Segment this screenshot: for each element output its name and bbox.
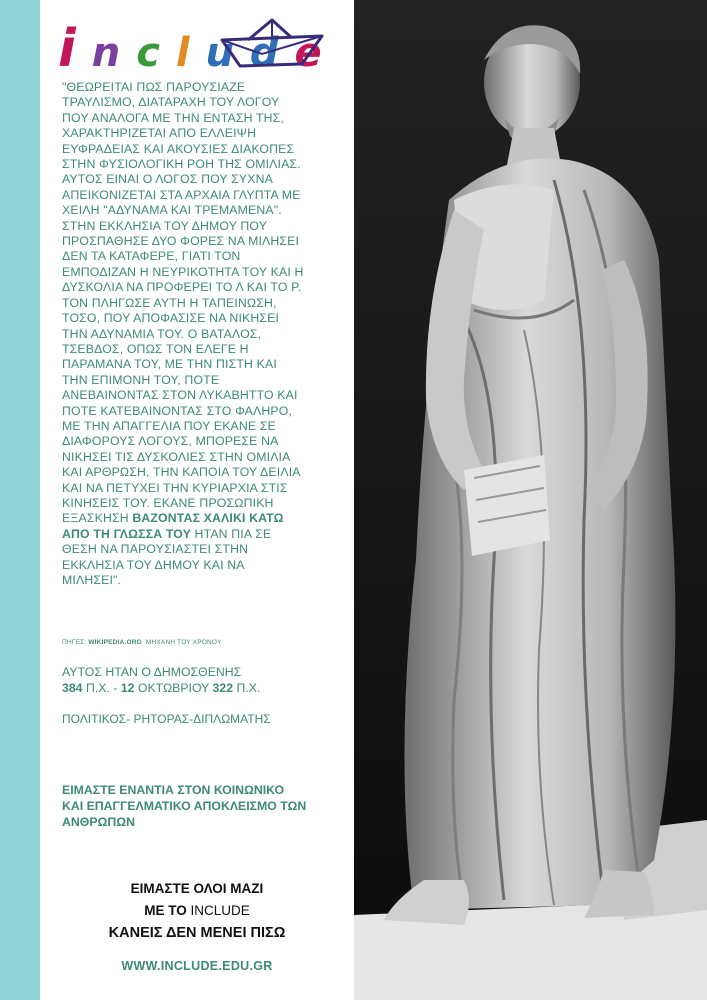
text-line: ΑΠΕΙΚΟΝΙΖΕΤΑΙ ΣΤΑ ΑΡΧΑΙΑ ΓΛΥΠΤΑ ΜΕ xyxy=(62,187,301,202)
text-line: ΕΥΦΡΑΔΕΙΑΣ ΚΑΙ ΑΚΟΥΣΙΕΣ ΔΙΑΚΟΠΕΣ xyxy=(62,141,295,156)
website-link[interactable]: WWW.INCLUDE.EDU.GR xyxy=(121,959,273,973)
dates-line xyxy=(62,680,352,696)
death-month: ΟΚΤΩΒΡΙΟΥ xyxy=(134,681,213,695)
text-line: ΚΑΙ ΑΡΘΡΩΣΗ, ΤΗΝ ΚΑΠΟΙΑ ΤΟΥ ΔΕΙΛΙΑ xyxy=(62,465,301,480)
text-line: ΘΕΣΗ ΝΑ ΠΑΡΟΥΣΙΑΣΤΕΙ ΣΤΗΝ xyxy=(62,542,249,557)
demosthenes-dates xyxy=(62,664,352,696)
text-line xyxy=(62,527,352,542)
text-line: ΜΕ ΤΗΝ ΑΠΑΓΓΕΛΙΑ ΠΟΥ ΕΚΑΝΕ ΣΕ xyxy=(62,418,276,433)
together-line: ΕΙΜΑΣΤΕ ΟΛΟΙ ΜΑΖΙ xyxy=(130,881,264,896)
together-brand: INCLUDE xyxy=(190,903,250,918)
logo-letter: d xyxy=(249,30,280,76)
together-line xyxy=(40,900,354,922)
source-other: ΜΗΧΑΝΗ ΤΟΥ ΧΡΟΝΟΥ xyxy=(145,639,222,646)
birth-year: 384 xyxy=(62,681,83,695)
text-line: ΔΕΝ ΤΑ ΚΑΤΑΦΕΡΕ, ΓΙΑΤΙ ΤΟΝ xyxy=(62,249,241,264)
text-line: ΣΤΗΝ ΦΥΣΙΟΛΟΓΙΚΗ ΡΟΗ ΤΗΣ ΟΜΙΛΙΑΣ. xyxy=(62,157,301,172)
text-line: ΣΤΗΝ ΕΚΚΛΗΣΙΑ ΤΟΥ ΔΗΜΟΥ ΠΟΥ xyxy=(62,218,268,233)
statue-illustration xyxy=(354,0,707,1000)
text-line: ΜΙΛΗΣΕΙ". xyxy=(62,573,122,587)
logo-letter: u xyxy=(205,30,235,76)
text-line: ΤΟΝ ΠΛΗΓΩΣΕ ΑΥΤΗ Η ΤΑΠΕΙΝΩΣΗ, xyxy=(62,295,277,310)
text-line: "ΘΕΩΡΕΙΤΑΙ ΠΩΣ ΠΑΡΟΥΣΙΑΖΕ xyxy=(62,80,246,94)
text-line: ΤΣΕΒΔΟΣ, ΟΠΩΣ ΤΟΝ ΕΛΕΓΕ Η xyxy=(62,341,249,356)
text-line: ΠΑΡΑΜΑΝΑ ΤΟΥ, ΜΕ ΤΗΝ ΠΙΣΤΗ ΚΑΙ xyxy=(62,357,277,372)
logo-letter: c xyxy=(136,30,161,76)
logo-letter: e xyxy=(294,30,323,76)
left-color-stripe xyxy=(0,0,40,1000)
text-span: ΕΞΑΣΚΗΣΗ xyxy=(62,511,133,526)
text-line: ΠΟΥ ΑΝΑΛΟΓΑ ΜΕ ΤΗΝ ΕΝΤΑΣΗ ΤΗΣ, xyxy=(62,110,284,125)
text-line: ΔΙΑΦΟΡΟΥΣ ΛΟΓΟΥΣ, ΜΠΟΡΕΣΕ ΝΑ xyxy=(62,434,279,449)
source-site: WIKIPEDIA.ORG xyxy=(88,639,142,646)
emphasis-text: ΒΑΖΟΝΤΑΣ ΧΑΛΙΚΙ ΚΑΤΩ xyxy=(132,511,284,526)
text-line xyxy=(62,511,352,526)
include-logo xyxy=(58,18,328,80)
text-line: ΠΡΟΣΠΑΘΗΣΕ ΔΥΟ ΦΟΡΕΣ ΝΑ ΜΙΛΗΣΕΙ xyxy=(62,234,300,249)
text-line: ΤΡΑΥΛΙΣΜΟ, ΔΙΑΤΑΡΑΧΗ ΤΟΥ ΛΟΓΟΥ xyxy=(62,95,280,110)
text-line: ΧΕΙΛΗ "ΑΔΥΝΑΜΑ ΚΑΙ ΤΡΕΜΑΜΕΝΑ". xyxy=(62,203,282,218)
together-message xyxy=(40,878,354,944)
bc-text: Π.Χ. xyxy=(233,681,261,695)
text-line: ΕΜΠΟΔΙΖΑΝ Η ΝΕΥΡΙΚΟΤΗΤΑ ΤΟΥ ΚΑΙ Η xyxy=(62,264,304,279)
text-line: ΚΙΝΗΣΕΙΣ ΤΟΥ. ΕΚΑΝΕ ΠΡΟΣΩΠΙΚΗ xyxy=(62,495,274,510)
logo-letter: i xyxy=(58,19,77,79)
text-line: ΑΝΕΒΑΙΝΟΝΤΑΣ ΣΤΟΝ ΛΥΚΑΒΗΤΤΟ ΚΑΙ xyxy=(62,388,298,403)
logo-letter: n xyxy=(91,30,122,76)
together-line: ΚΑΝΕΙΣ ΔΕΝ ΜΕΝΕΙ ΠΙΣΩ xyxy=(108,925,286,941)
death-year: 322 xyxy=(212,681,234,695)
text-line: ΑΥΤΟΣ ΕΙΝΑΙ Ο ΛΟΓΟΣ ΠΟΥ ΣΥΧΝΑ xyxy=(62,172,273,187)
text-line: ΤΗΝ ΑΔΥΝΑΜΙΑ ΤΟΥ. Ο ΒΑΤΑΛΟΣ, xyxy=(62,326,262,341)
logo-letter: l xyxy=(175,30,191,76)
who-line: ΑΥΤΟΣ ΗΤΑΝ Ο ΔΗΜΟΣΘΕΝΗΣ xyxy=(62,665,242,679)
text-span: ΗΤΑΝ ΠΙΑ ΣΕ xyxy=(190,526,272,541)
sources-note xyxy=(62,639,352,647)
roles-line: ΠΟΛΙΤΙΚΟΣ- ΡΗΤΟΡΑΣ-ΔΙΠΛΩΜΑΤΗΣ xyxy=(62,712,271,726)
sources-label: ΠΗΓΕΣ: xyxy=(62,639,89,646)
text-line: ΚΑΙ ΝΑ ΠΕΤΥΧΕΙ ΤΗΝ ΚΥΡΙΑΡΧΙΑ ΣΤΙΣ xyxy=(62,480,288,495)
emphasis-text: ΑΠΟ ΤΗ ΓΛΩΣΣΑ ΤΟΥ xyxy=(62,526,191,541)
together-text: ΜΕ ΤΟ xyxy=(144,903,191,918)
demosthenes-statue-image xyxy=(354,0,707,1000)
text-line: ΝΙΚΗΣΕΙ ΤΙΣ ΔΥΣΚΟΛΙΕΣ ΣΤΗΝ ΟΜΙΛΙΑ xyxy=(62,449,291,464)
text-line: ΔΥΣΚΟΛΙΑ ΝΑ ΠΡΟΦΕΡΕΙ ΤΟ Λ ΚΑΙ ΤΟ Ρ. xyxy=(62,280,302,295)
text-line: ΧΑΡΑΚΤΗΡΙΖΕΤΑΙ ΑΠΟ ΕΛΛΕΙΨΗ xyxy=(62,126,257,141)
text-line: ΕΚΚΛΗΣΙΑ ΤΟΥ ΔΗΜΟΥ ΚΑΙ ΝΑ xyxy=(62,557,245,572)
slogan-line: ΚΑΙ ΕΠΑΓΓΕΛΜΑΤΙΚΟ ΑΠΟΚΛΕΙΣΜΟ ΤΩΝ xyxy=(62,799,307,813)
demosthenes-story-text xyxy=(62,80,352,588)
slogan-line: ΑΝΘΡΩΠΩΝ xyxy=(62,815,136,829)
text-line: ΤΗΝ ΕΠΙΜΟΝΗ ΤΟΥ, ΠΟΤΕ xyxy=(62,372,220,387)
text-line: ΠΟΤΕ ΚΑΤΕΒΑΙΝΟΝΤΑΣ ΣΤΟ ΦΑΛΗΡΟ, xyxy=(62,403,293,418)
text-line: ΤΟΣΟ, ΠΟΥ ΑΠΟΦΑΣΙΣΕ ΝΑ ΝΙΚΗΣΕΙ xyxy=(62,311,280,326)
bc-text: Π.Χ. - xyxy=(82,681,121,695)
slogan-line: ΕΙΜΑΣΤΕ ΕΝΑΝΤΙΑ ΣΤΟΝ ΚΟΙΝΩΝΙΚΟ xyxy=(62,783,285,797)
slogan-block xyxy=(62,782,352,830)
paper-boat-icon xyxy=(218,18,326,74)
death-day: 12 xyxy=(120,681,135,695)
